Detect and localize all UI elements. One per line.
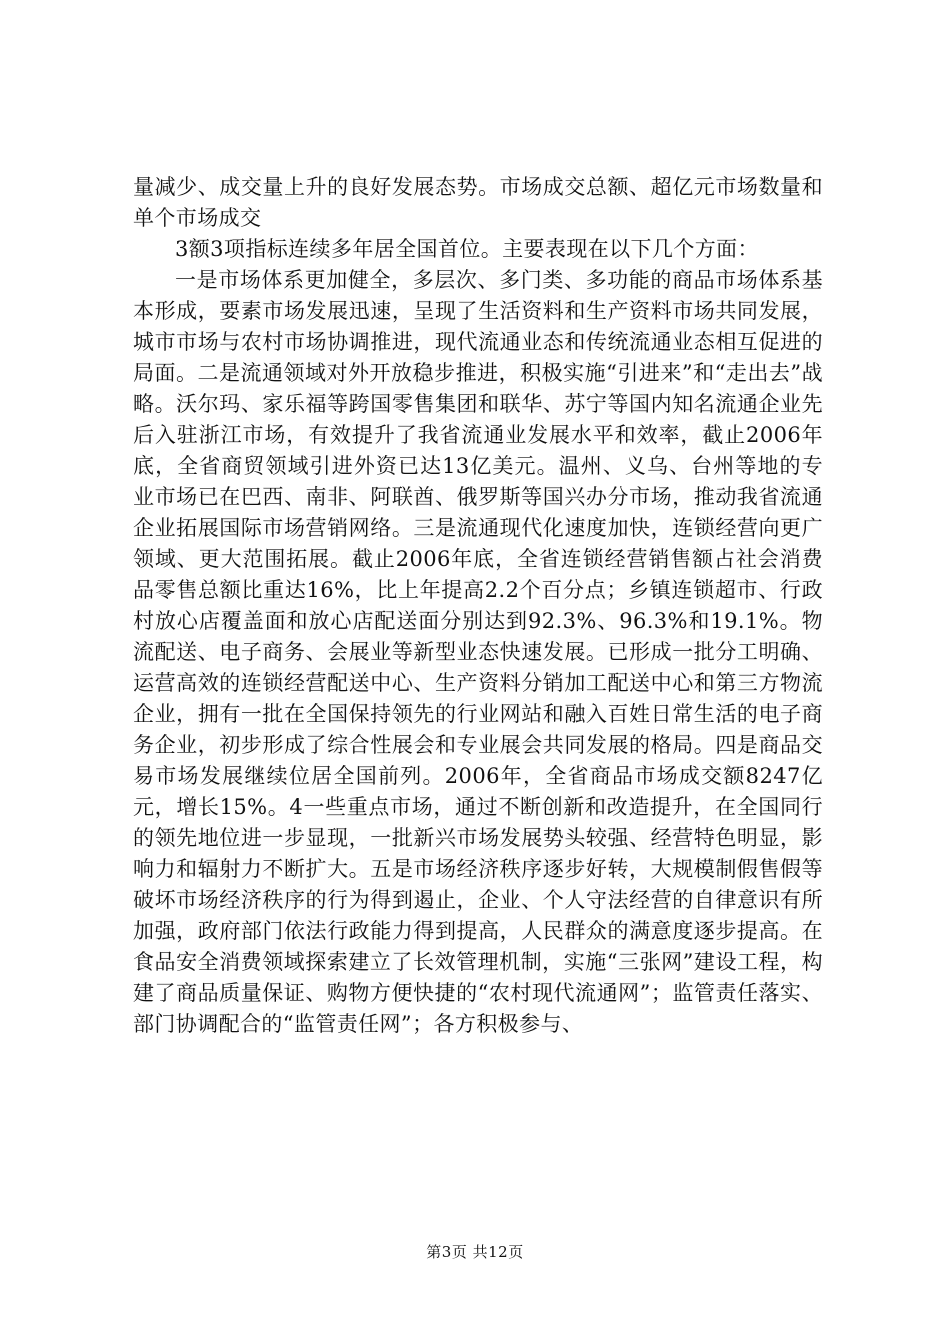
paragraph-1: 量减少、成交量上升的良好发展态势。市场成交总额、超亿元市场数量和单个市场成交	[133, 175, 823, 230]
page-footer: 第3页 共12页	[426, 1243, 524, 1261]
body-text	[133, 172, 823, 1040]
paragraph-2: 3额3项指标连续多年居全国首位。主要表现在以下几个方面：	[175, 237, 759, 261]
paragraph-3: 一是市场体系更加健全，多层次、多门类、多功能的商品市场体系基本形成，要素市场发展迅速，呈现了生活资料和生产资料市场共同发展，城市市场与农村市场协调推进，现代流通业态和传统流通业态相互促进的局面。二是流通领域对外开放稳步推进，积极实施“引进来”和“走出去”战略。沃尔玛、家乐福等跨国零售集团和联华、苏宁等国内知名流通企业先后入驻浙江市场，有效提升了我省流通业发展水平和效率，截止2006年底，全省商贸领域引进外资已达13亿美元。温州、义乌、台州等地的专业市场已在巴西、南非、阿联酋、俄罗斯等国兴办分市场，推动我省流通企业拓展国际市场营销网络。三是流通现代化速度加快，连锁经营向更广领域、更大范围拓展。截止2006年底，全省连锁经营销售额占社会消费品零售总额比重达16%，比上年提高2.2个百分点；乡镇连锁超市、行政村放心店覆盖面和放心店配送面分别达到92.3%、96.3%和19.1%。物流配送、电子商务、会展业等新型业态快速发展。已形成一批分工明确、运营高效的连锁经营配送中心、生产资料分销加工配送中心和第三方物流企业，拥有一批在全国保持领先的行业网站和融入百姓日常生活的电子商务企业，初步形成了综合性展会和专业展会共同发展的格局。四是商品交易市场发展继续位居全国前列。2006年，全省商品市场成交额8247亿元，增长15%。4一些重点市场，通过不断创新和改造提升，在全国同行的领先地位进一步显现，一批新兴市场发展势头较强、经营特色明显，影响力和辐射力不断扩大。五是市场经济秩序逐步好转，大规模制假售假等破坏市场经济秩序的行为得到遏止，企业、个人守法经营的自律意识有所加强，政府部门依法行政能力得到提高，人民群众的满意度逐步提高。在食品安全消费领域探索建立了长效管理机制，实施“三张网”建设工程，构建了商品质量保证、购物方便快捷的“农村现代流通网”；监管责任落实、部门协调配合的“监管责任网”；各方积极参与、	[133, 268, 823, 1036]
